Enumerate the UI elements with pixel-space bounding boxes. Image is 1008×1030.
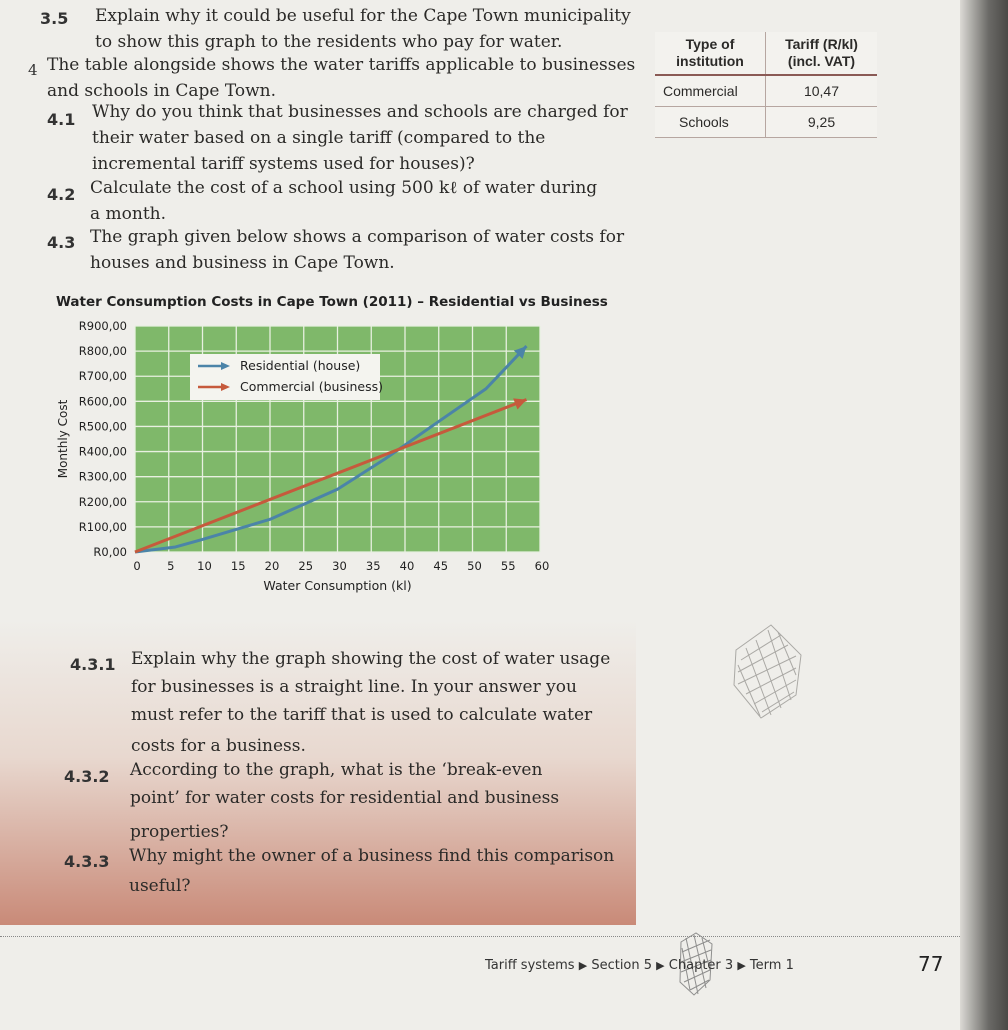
y-tick-label: R400,00 bbox=[78, 444, 127, 459]
breadcrumb-item: Tariff systems bbox=[485, 958, 575, 973]
question-text: to show this graph to the residents who pay for water. bbox=[95, 32, 563, 52]
table-cell: 10,47 bbox=[766, 75, 878, 107]
breadcrumb-item: Section 5 bbox=[591, 958, 653, 973]
table-cell: Commercial bbox=[655, 75, 766, 107]
question-text: point’ for water costs for residential and business bbox=[130, 788, 560, 808]
question-text: Calculate the cost of a school using 500 kℓ of water during bbox=[90, 178, 598, 198]
x-tick-label: 30 bbox=[332, 559, 347, 573]
legend-entry: Residential (house) bbox=[240, 358, 361, 373]
y-tick-label: R300,00 bbox=[78, 469, 127, 484]
x-tick-label: 35 bbox=[365, 559, 381, 573]
table-row bbox=[655, 75, 877, 107]
legend-entry: Commercial (business) bbox=[240, 379, 383, 394]
page-number: 77 bbox=[918, 952, 944, 976]
x-tick-label: 20 bbox=[264, 559, 280, 573]
breadcrumb-item: Chapter 3 bbox=[668, 958, 734, 973]
x-tick-label: 15 bbox=[230, 559, 246, 573]
question-text: their water based on a single tariff (compared to the bbox=[92, 128, 546, 148]
y-tick-label: R500,00 bbox=[78, 419, 127, 434]
question-text: for businesses is a straight line. In your answer you bbox=[131, 677, 577, 697]
arrow-circle-icon: ▶ bbox=[656, 959, 665, 972]
x-tick-label: 10 bbox=[197, 559, 212, 573]
table-cell: Schools bbox=[655, 107, 766, 138]
question-number: 4.3 bbox=[47, 233, 76, 252]
question-text: The table alongside shows the water tariffs applicable to businesses bbox=[47, 55, 636, 75]
question-text: properties? bbox=[130, 822, 229, 842]
y-tick-label: R800,00 bbox=[78, 344, 127, 359]
question-number: 4.3.2 bbox=[64, 767, 110, 786]
arrow-circle-icon: ▶ bbox=[578, 959, 588, 972]
question-text: According to the graph, what is the ‘break-even bbox=[130, 760, 543, 780]
question-text: incremental tariff systems used for houses)? bbox=[92, 154, 475, 174]
question-text: useful? bbox=[129, 876, 191, 896]
question-text: a month. bbox=[90, 204, 167, 224]
tariff-table bbox=[655, 32, 877, 138]
question-text: Why might the owner of a business find this comparison bbox=[129, 846, 615, 866]
question-text: and schools in Cape Town. bbox=[47, 81, 277, 101]
question-number: 3.5 bbox=[40, 9, 69, 28]
question-number: 4.2 bbox=[47, 185, 76, 204]
x-tick-label: 25 bbox=[298, 559, 314, 573]
table-cell: 9,25 bbox=[766, 107, 878, 138]
table-row bbox=[655, 107, 877, 138]
question-text: Explain why the graph showing the cost of water usage bbox=[131, 649, 611, 669]
y-tick-label: R100,00 bbox=[78, 519, 127, 534]
chart-svg bbox=[40, 290, 600, 600]
question-number: 4.3.3 bbox=[64, 852, 110, 871]
footer-divider bbox=[0, 936, 960, 937]
y-tick-label: R0,00 bbox=[93, 545, 127, 559]
question-text: costs for a business. bbox=[131, 736, 306, 756]
table-header: Type of institution bbox=[655, 32, 766, 75]
x-tick-label: 0 bbox=[133, 559, 141, 573]
question-number: 4.1 bbox=[47, 110, 76, 129]
table-header: Tariff (R/kl) (incl. VAT) bbox=[766, 32, 878, 75]
x-tick-label: 5 bbox=[167, 559, 175, 573]
question-text: must refer to the tariff that is used to calculate water bbox=[131, 705, 593, 725]
question-text: The graph given below shows a comparison of water costs for bbox=[90, 227, 625, 247]
y-tick-label: R600,00 bbox=[78, 394, 127, 409]
pencil-sketch bbox=[726, 620, 806, 720]
question-text: houses and business in Cape Town. bbox=[90, 253, 395, 273]
x-tick-label: 50 bbox=[467, 559, 482, 573]
x-tick-label: 55 bbox=[500, 559, 516, 573]
water-cost-chart bbox=[40, 290, 608, 600]
y-tick-label: R700,00 bbox=[78, 369, 127, 384]
x-tick-label: 40 bbox=[399, 559, 415, 573]
x-tick-label: 45 bbox=[433, 559, 449, 573]
arrow-circle-icon: ▶ bbox=[737, 959, 746, 972]
question-number: 4 bbox=[28, 61, 38, 79]
y-tick-label: R900,00 bbox=[78, 319, 127, 333]
breadcrumb-item: Term 1 bbox=[749, 958, 794, 973]
footer-breadcrumb bbox=[485, 958, 794, 973]
x-tick-label: 60 bbox=[534, 559, 550, 573]
chart-title: Water Consumption Costs in Cape Town (2011) – Residential vs Business bbox=[56, 294, 608, 310]
question-text: Explain why it could be useful for the Cape Town municipality bbox=[95, 6, 631, 26]
table-header-row bbox=[655, 32, 877, 75]
page-edge-shadow bbox=[960, 0, 1008, 1030]
y-axis-label: Monthly Cost bbox=[56, 399, 70, 479]
x-axis-label: Water Consumption (kl) bbox=[263, 578, 412, 593]
question-number: 4.3.1 bbox=[70, 655, 116, 674]
y-tick-label: R200,00 bbox=[78, 494, 127, 509]
question-text: Why do you think that businesses and schools are charged for bbox=[92, 102, 628, 122]
